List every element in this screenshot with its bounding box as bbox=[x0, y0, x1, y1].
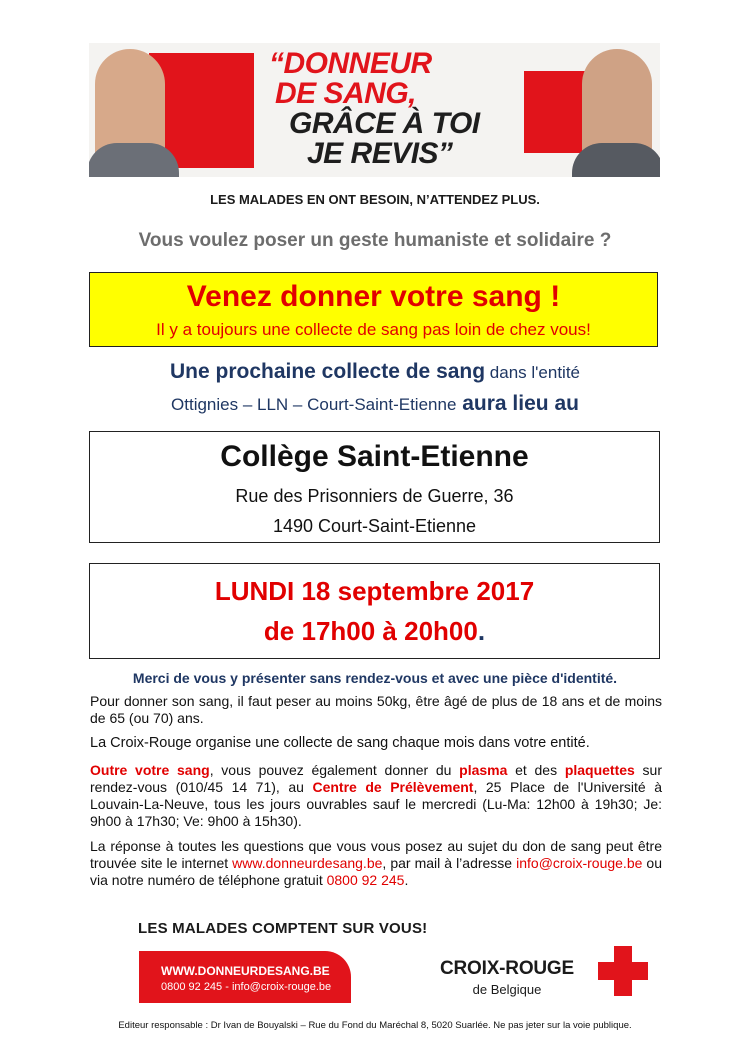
eligibility-paragraph: Pour donner son sang, il faut peser au moins 50kg, être âgé de plus de 18 ans et de moins de 65 (ou 70) ans. bbox=[90, 693, 662, 726]
plasma-word: plasma bbox=[459, 762, 508, 778]
logo-name: CROIX-ROUGE bbox=[440, 958, 574, 979]
announce-part-2: dans l'entité bbox=[485, 363, 580, 382]
website-badge-contact: 0800 92 245 - info@croix-rouge.be bbox=[161, 981, 332, 993]
plasma-paragraph bbox=[90, 762, 662, 830]
event-time: de 17h00 à 20h00 bbox=[263, 616, 478, 646]
banner-shirt-right bbox=[572, 143, 660, 177]
tagline-bottom: LES MALADES COMPTENT SUR VOUS! bbox=[138, 920, 428, 937]
callout-title: Venez donner votre sang ! bbox=[186, 280, 561, 313]
banner-quote-line-1: “DONNEUR bbox=[269, 47, 432, 80]
announce-part-1: Une prochaine collecte de sang bbox=[169, 360, 486, 383]
tagline-top: LES MALADES EN ONT BESOIN, N’ATTENDEZ PLUS. bbox=[210, 192, 540, 207]
announce-part-4: aura lieu au bbox=[456, 392, 579, 415]
venue-name: Collège Saint-Etienne bbox=[220, 440, 529, 473]
announce-part-3: Ottignies – LLN – Court-Saint-Etienne bbox=[171, 395, 457, 414]
callout-box bbox=[89, 272, 658, 347]
contact-text-1: La réponse à toutes les questions que vous vous posez au sujet du don de sang peut être trouvée site le internet bbox=[90, 838, 662, 871]
croix-rouge-logo-text bbox=[424, 958, 590, 997]
phone-number[interactable]: 0800 92 245 bbox=[326, 872, 405, 888]
contact-text-3: ou via notre numéro de téléphone gratuit bbox=[90, 855, 662, 888]
question-heading: Vous voulez poser un geste humaniste et solidaire ? bbox=[138, 230, 612, 251]
website-badge[interactable] bbox=[139, 951, 351, 1003]
banner-quote-line-4: JE REVIS” bbox=[307, 137, 453, 170]
publisher-footer: Editeur responsable : Dr Ivan de Bouyalski – Rue du Fond du Maréchal 8, 5020 Suarlée. Ne pas jeter sur la voie publique. bbox=[118, 1020, 632, 1031]
red-cross-icon bbox=[598, 946, 648, 996]
event-time-period: . bbox=[477, 616, 486, 646]
contact-text-4: . bbox=[404, 872, 409, 888]
venue-street: Rue des Prisonniers de Guerre, 36 bbox=[235, 486, 514, 506]
plasma-text-3: sur rendez-vous (010/45 14 71), au bbox=[90, 762, 662, 795]
email-link[interactable]: info@croix-rouge.be bbox=[516, 855, 643, 871]
contact-text-2: , par mail à l’adresse bbox=[382, 855, 517, 871]
logo-country: de Belgique bbox=[472, 982, 542, 997]
plasma-text-1: , vous pouvez également donner du bbox=[209, 762, 460, 778]
banner-shirt-left bbox=[89, 143, 179, 177]
event-date: LUNDI 18 septembre 2017 bbox=[214, 576, 535, 606]
contact-paragraph bbox=[90, 838, 662, 889]
announcement bbox=[60, 357, 690, 421]
merci-note: Merci de vous y présenter sans rendez-vous et avec une pièce d'identité. bbox=[132, 670, 618, 686]
plasma-text-4: , 25 Place de l'Université à Louvain-La-Neuve, tous les jours ouvrables sauf le mercredi (Lu-Ma: 12h00 à 19h30; Je: 9h00 à 17h30; Ve: 9h00 à 15h30). bbox=[90, 779, 662, 829]
plasma-text-2: et des bbox=[507, 762, 565, 778]
website-link[interactable]: www.donneurdesang.be bbox=[232, 855, 383, 871]
plaquettes-word: plaquettes bbox=[564, 762, 635, 778]
centre-prelevement: Centre de Prélèvement bbox=[312, 779, 474, 795]
outre-votre-sang: Outre votre sang bbox=[90, 762, 210, 778]
website-badge-url[interactable]: WWW.DONNEURDESANG.BE bbox=[161, 964, 330, 978]
venue-city: 1490 Court-Saint-Etienne bbox=[272, 516, 477, 536]
venue-box bbox=[89, 431, 660, 543]
callout-subtitle: Il y a toujours une collecte de sang pas loin de chez vous! bbox=[156, 320, 591, 339]
monthly-collection-paragraph: La Croix-Rouge organise une collecte de sang chaque mois dans votre entité. bbox=[90, 735, 590, 751]
campaign-banner bbox=[89, 43, 660, 177]
banner-quote-line-3: GRÂCE À TOI bbox=[289, 107, 480, 140]
date-box bbox=[89, 563, 660, 659]
banner-quote-line-2: DE SANG, bbox=[275, 77, 417, 110]
banner-quote bbox=[267, 49, 567, 169]
